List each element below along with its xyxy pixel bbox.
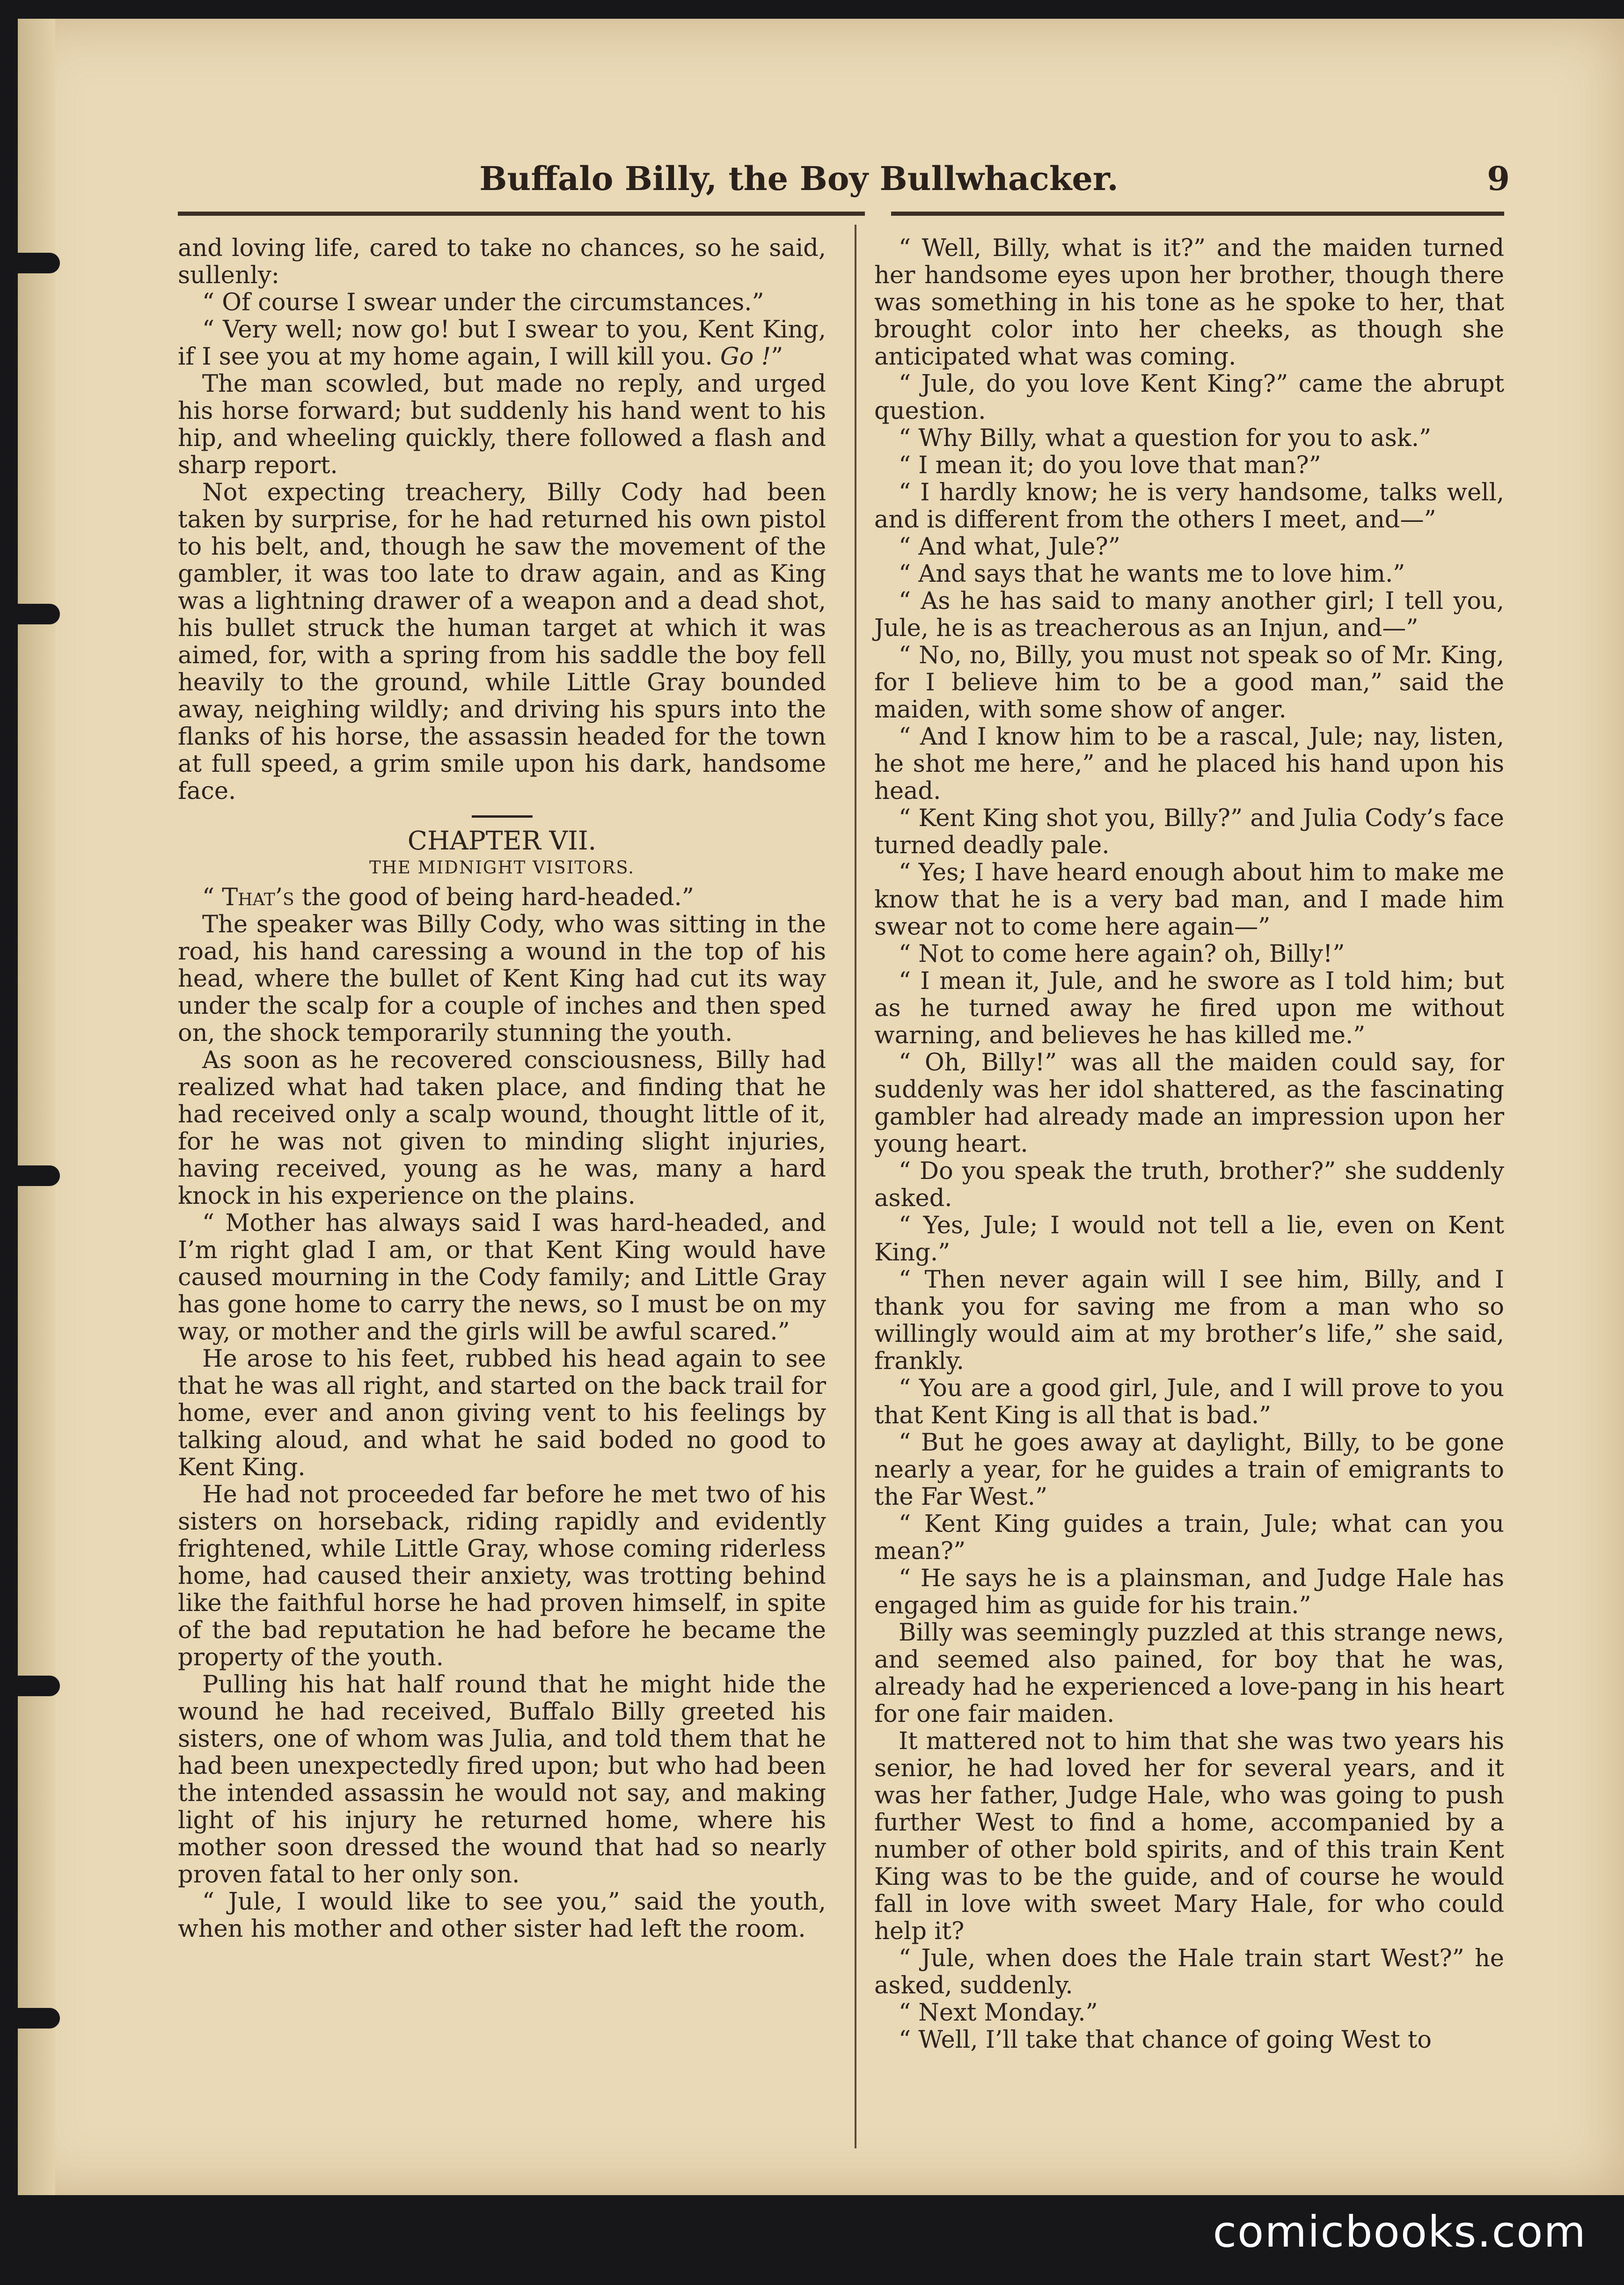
binding-hole	[18, 604, 60, 624]
paragraph: “ Well, I’ll take that chance of going West to	[899, 2026, 1432, 2054]
paragraph: “ No, no, Billy, you must not speak so of Mr. King, for I believe him to be a good man,” said the maiden, with some show of anger.	[874, 642, 1504, 724]
paragraph: “ Oh, Billy!” was all the maiden could say, for suddenly was her idol shattered, as the fascinating gambler had already made an impression upon her young heart.	[874, 1049, 1504, 1158]
paragraph: “ But he goes away at daylight, Billy, to be gone nearly a year, for he guides a train of emigrants to the Far West.”	[874, 1429, 1504, 1511]
paragraph: Not expecting treachery, Billy Cody had been taken by surprise, for he had returned his own pistol to his belt, and, though he saw the movement of the gambler, it was too late to draw again, and as King was a lightning drawer of a weapon and a dead shot, his bullet struck the human target at which it was aimed, for, with a spring from his saddle the boy fell heavily to the ground, while Little Gray bounded away, neighing wildly; and driving his spurs into the flanks of his horse, the assassin headed for the town at full speed, a grim smile upon his dark, handsome face.	[178, 479, 826, 805]
paragraph: “ Jule, I would like to see you,” said the youth, when his mother and other sister had left the room.	[178, 1888, 826, 1943]
paragraph: “ As he has said to many another girl; I tell you, Jule, he is as treacherous as an Injun, and—”	[874, 587, 1504, 642]
paragraph: The speaker was Billy Cody, who was sitting in the road, his hand caressing a wound in the top of his head, where the bullet of Kent King had cut its way under the scalp for a couple of inches and then sped on, the shock temporarily stunning the youth.	[178, 911, 826, 1047]
paragraph: “ Yes, Jule; I would not tell a lie, even on Kent King.”	[874, 1212, 1504, 1267]
chapter-title: CHAPTER VII.	[407, 826, 597, 856]
chapter-subtitle: THE MIDNIGHT VISITORS.	[369, 857, 635, 878]
page-gutter	[18, 19, 55, 2195]
binding-hole	[18, 1676, 60, 1696]
paragraph: “ And I know him to be a rascal, Jule; nay, listen, he shot me here,” and he placed his hand upon his head.	[874, 723, 1504, 805]
binding-hole	[18, 2008, 60, 2029]
paragraph: “ Jule, when does the Hale train start West?” he asked, suddenly.	[874, 1945, 1504, 1999]
paragraph: “ Well, Billy, what is it?” and the maiden turned her handsome eyes upon her brother, though there was something in his tone as he spoke to her, that brought color into her cheeks, as though she anticipated what was coming.	[874, 234, 1504, 371]
paragraph: “ I hardly know; he is very handsome, talks well, and is different from the others I meet, and—”	[874, 479, 1504, 534]
paragraph: “ Kent King shot you, Billy?” and Julia Cody’s face turned deadly pale.	[874, 805, 1504, 859]
paragraph: “ Yes; I have heard enough about him to make me know that he is a very bad man, and I made him swear not to come here again—”	[874, 859, 1504, 941]
paragraph: “ You are a good girl, Jule, and I will prove to you that Kent King is all that is bad.”	[874, 1375, 1504, 1429]
paragraph: He arose to his feet, rubbed his head again to see that he was all right, and started on the back trail for home, ever and anon giving vent to his feelings by talking aloud, and what he said boded no good to Kent King.	[178, 1345, 826, 1481]
paragraph: “ Not to come here again? oh, Billy!”	[899, 940, 1345, 968]
paragraph: “ And what, Jule?”	[899, 533, 1120, 561]
binding-hole	[18, 253, 60, 273]
paragraph: “ Next Monday.”	[899, 1999, 1098, 2027]
paragraph: “ And says that he wants me to love him.”	[899, 560, 1405, 588]
paragraph	[178, 884, 826, 911]
paragraph: “ Do you speak the truth, brother?” she suddenly asked.	[874, 1157, 1504, 1212]
paragraph: “ Why Billy, what a question for you to ask.”	[899, 425, 1432, 452]
watermark: comicbooks.com	[1213, 2207, 1587, 2257]
paragraph: “ Jule, do you love Kent King?” came the abrupt question.	[874, 370, 1504, 425]
paragraph: “ Then never again will I see him, Billy, and I thank you for saving me from a man who so willingly would aim at my brother’s life,” she said, frankly.	[874, 1266, 1504, 1375]
book-page	[18, 19, 1624, 2195]
paragraph: He had not proceeded far before he met two of his sisters on horseback, riding rapidly and evidently frightened, while Little Gray, whose coming riderless home, had caused their anxiety, was trotting behind like the faithful horse he had proven himself, in spite of the bad reputation he had before he became the property of the youth.	[178, 1481, 826, 1671]
paragraph: Billy was seemingly puzzled at this strange news, and seemed also pained, for boy that he was, already had he experienced a love-pang in his heart for one fair maiden.	[874, 1619, 1504, 1728]
running-title: Buffalo Billy, the Boy Bullwhacker.	[479, 159, 1119, 198]
paragraph-text: “ Very well; now go! but I swear to you, Kent King, if I see you at my home again, I will kill you.	[178, 316, 826, 371]
binding-hole	[18, 1165, 60, 1186]
paragraph: “ I mean it; do you love that man?”	[899, 452, 1321, 479]
paragraph: “ Mother has always said I was hard-headed, and I’m right glad I am, or that Kent King would have caused mourning in the Cody family; and Little Gray has gone home to carry the news, so I must be on my way, or mother and the girls will be awful scared.”	[178, 1209, 826, 1346]
paragraph: “ Kent King guides a train, Jule; what can you mean?”	[874, 1510, 1504, 1565]
paragraph-lead: “ That’s	[202, 884, 294, 911]
paragraph: “ I mean it, Jule, and he swore as I told him; but as he turned away he fired upon me without warning, and believes he has killed me.”	[874, 967, 1504, 1049]
page-number: 9	[1487, 159, 1510, 198]
paragraph-text: the good of being hard-headed.”	[294, 884, 694, 911]
page-header	[191, 159, 1510, 211]
header-rule-right	[891, 212, 1504, 216]
paragraph: and loving life, cared to take no chances, so he said, sullenly:	[178, 234, 826, 289]
column-divider	[855, 225, 856, 2148]
paragraph: “ He says he is a plainsman, and Judge Hale has engaged him as guide for his train.”	[874, 1565, 1504, 1619]
left-column	[178, 235, 826, 1943]
paragraph: The man scowled, but made no reply, and urged his horse forward; but suddenly his hand went to his hip, and wheeling quickly, there followed a flash and sharp report.	[178, 370, 826, 479]
paragraph: “ Of course I swear under the circumstances.”	[202, 289, 764, 316]
paragraph: Pulling his hat half round that he might hide the wound he had received, Buffalo Billy greeted his sisters, one of whom was Julia, and told them that he had been unexpectedly fired upon; but who had been the intended assassin he would not say, and making light of his injury he returned home, where his mother soon dressed the wound that had so nearly proven fatal to her only son.	[178, 1671, 826, 1889]
paragraph: It mattered not to him that she was two years his senior, he had loved her for several years, and it was her father, Judge Hale, who was going to push further West to find a home, accompanied by a number of other bold spirits, and of this train Kent King was to be the guide, and of course he would fall in love with sweet Mary Hale, for who could help it?	[874, 1728, 1504, 1945]
paragraph	[178, 316, 826, 371]
closing-quote: ”	[771, 343, 783, 371]
emphasis-text: Go !	[720, 343, 771, 371]
right-column	[874, 235, 1504, 2054]
chapter-divider	[472, 815, 533, 818]
paragraph: As soon as he recovered consciousness, Billy had realized what had taken place, and finding that he had received only a scalp wound, thought little of it, for he was not given to minding slight injuries, having received, young as he was, many a hard knock in his experience on the plains.	[178, 1047, 826, 1210]
header-rule-left	[178, 212, 865, 216]
